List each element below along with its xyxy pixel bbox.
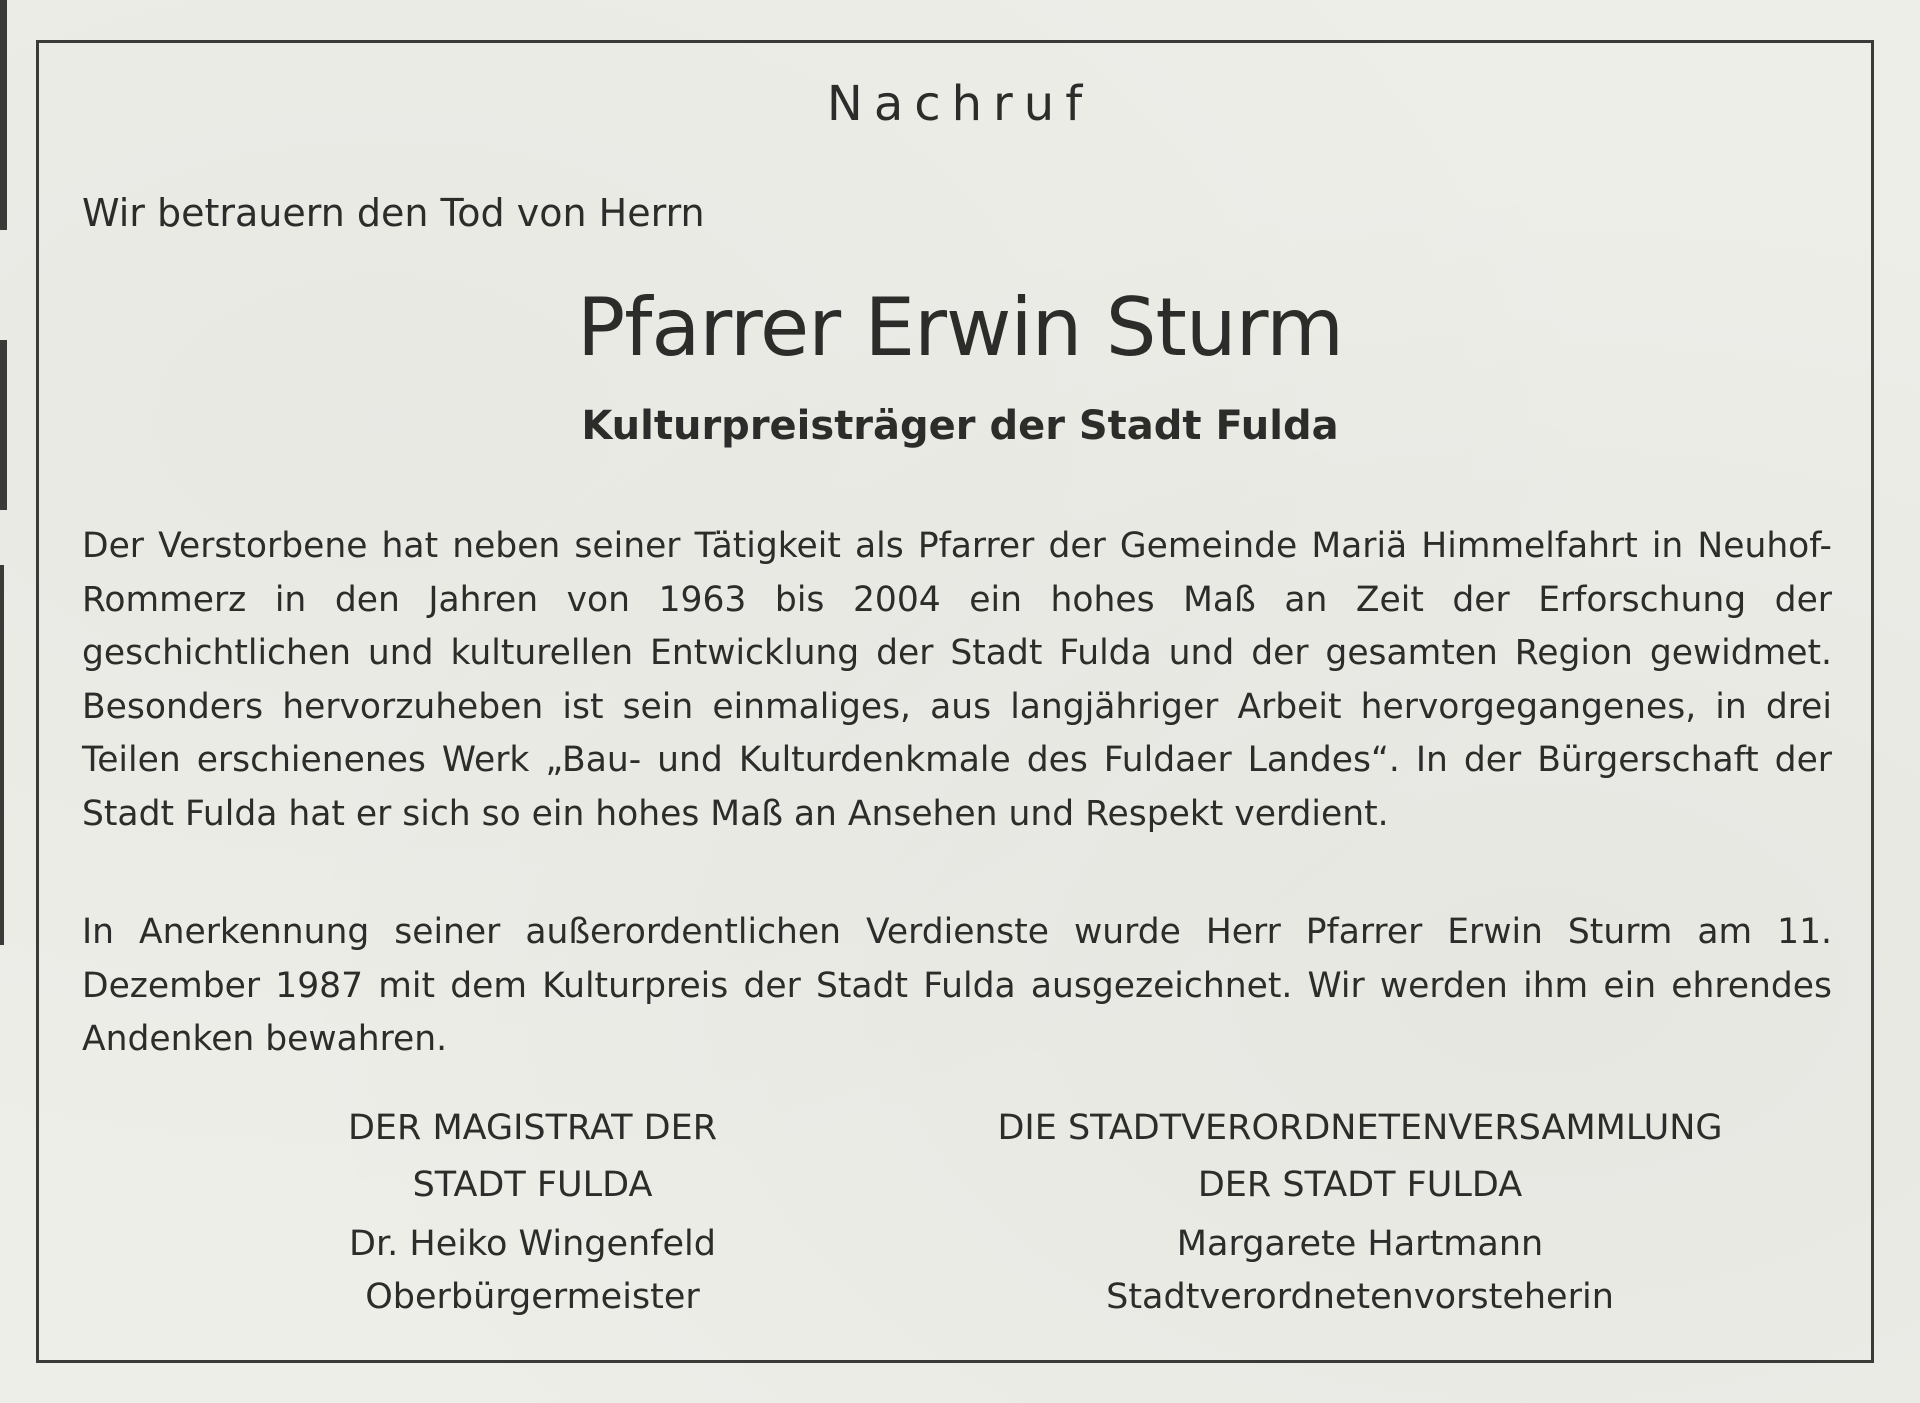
body-paragraph: Der Verstorbene hat neben seiner Tätigkeit als Pfarrer der Gemeinde Mariä Himmelfahrt in Neuhof-Rommerz in den Jahren von 1963 bis 2004 ein hohes Maß an Zeit der Erforschung der geschichtlichen und kulturellen Entwicklung der Stadt Fulda und der gesamten Region gewidmet. Besonders hervorzuheben ist sein einmaliges, aus langjähriger Arbeit hervorgegangenes, in drei Teilen erschienenes Werk „Bau- und Kulturdenkmale des Fuldaer Landes“. In der Bürgerschaft der Stadt Fulda hat er sich so ein hohes Maß an Ansehen und Respekt verdient. xyxy=(82,526,1832,834)
deceased-name: Pfarrer Erwin Sturm xyxy=(576,281,1344,374)
signature-org-line: DER STADT FULDA xyxy=(1197,1165,1523,1205)
signature-magistrat xyxy=(300,1100,765,1324)
body-paragraph: In Anerkennung seiner außerordentlichen Verdienste wurde Herr Pfarrer Erwin Sturm am 11. Dezember 1987 mit dem Kulturpreis der Stadt Fulda ausgezeichnet. Wir werden ihm ein ehrendes Andenken bewahren. xyxy=(82,912,1832,1059)
signature-org-line: DIE STADTVERORDNETENVERSAMMLUNG xyxy=(997,1108,1723,1148)
signature-org-line: STADT FULDA xyxy=(412,1165,653,1205)
intro-line: Wir betrauern den Tod von Herrn xyxy=(82,191,705,235)
obituary-heading: Nachruf xyxy=(826,76,1094,132)
honor-subtitle: Kulturpreisträger der Stadt Fulda xyxy=(581,403,1339,449)
signature-org-line: DER MAGISTRAT DER xyxy=(347,1108,718,1148)
signatory-role: Stadtverordnetenvorsteherin xyxy=(1106,1277,1614,1317)
signatory-name: Margarete Hartmann xyxy=(1176,1224,1544,1264)
signatory-role: Oberbürgermeister xyxy=(365,1277,700,1317)
signature-stadtverordnetenversammlung xyxy=(910,1100,1810,1324)
left-edge-mark xyxy=(0,565,4,945)
signatory-name: Dr. Heiko Wingenfeld xyxy=(349,1224,716,1264)
